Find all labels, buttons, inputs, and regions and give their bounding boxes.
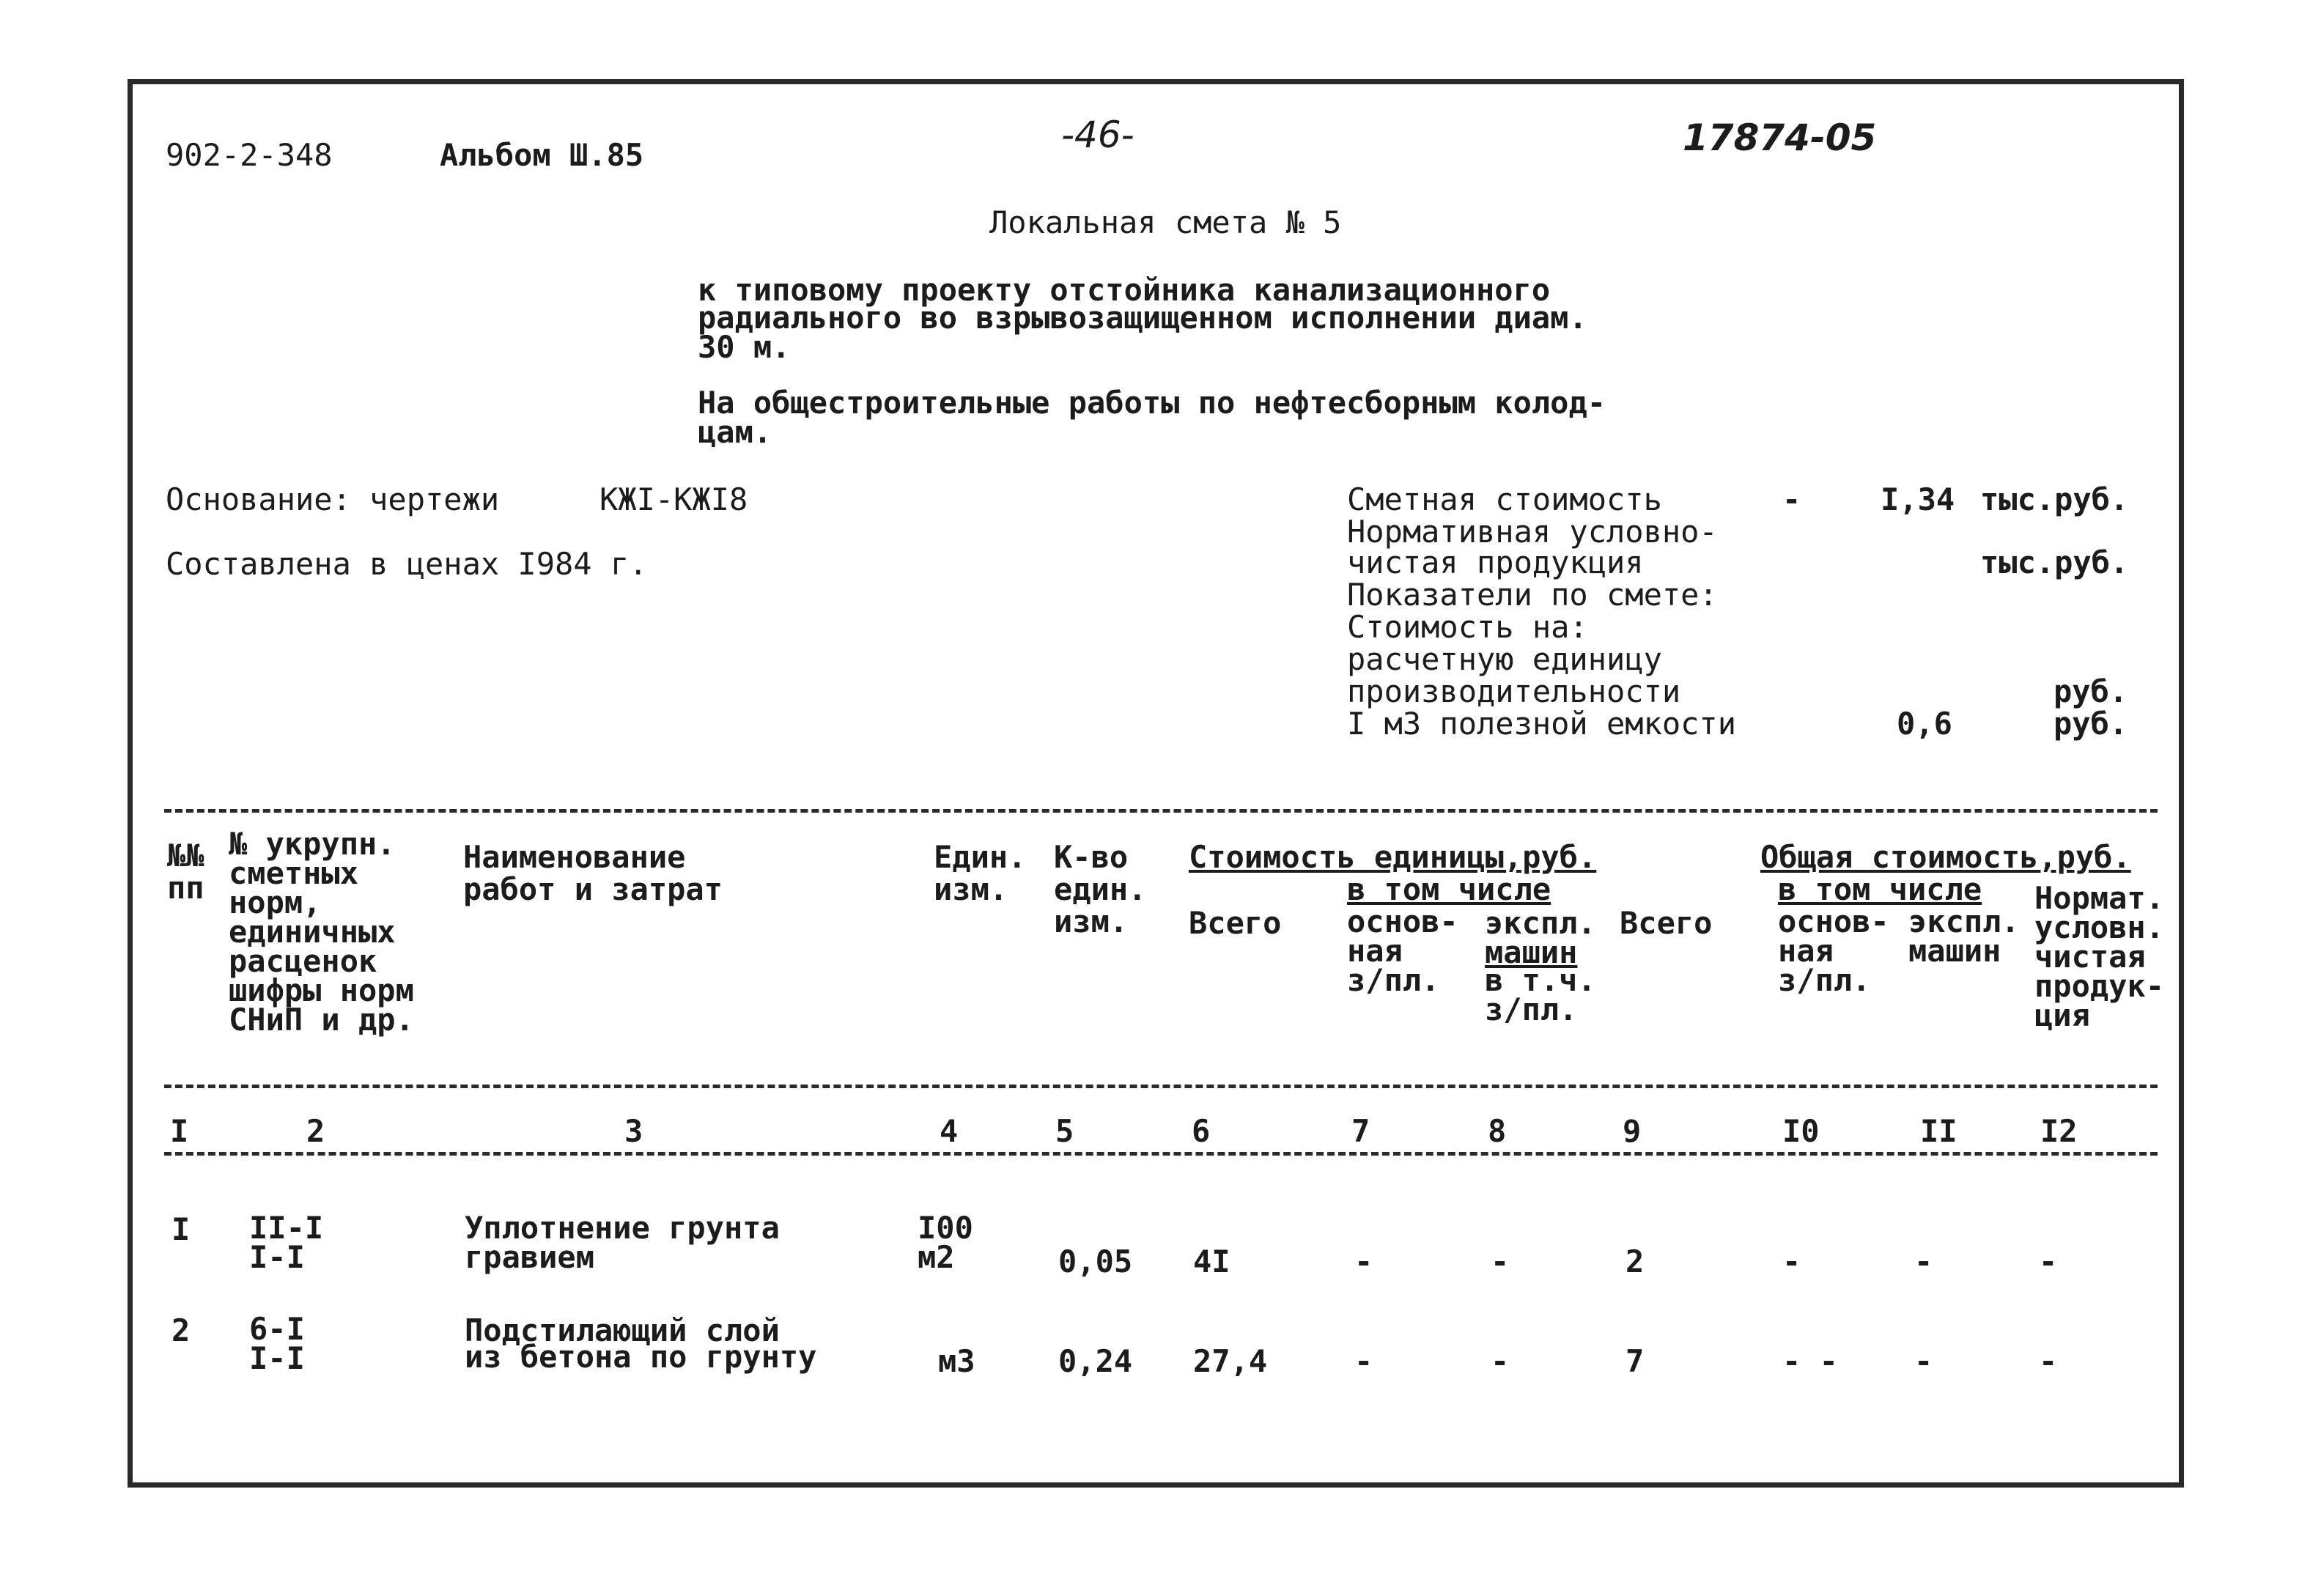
col-number: 3: [624, 1113, 643, 1149]
row-total: 4I: [1193, 1244, 1230, 1279]
col-number: 4: [940, 1113, 959, 1149]
row-number: I: [171, 1211, 191, 1247]
summary-norm-label: чистая продукция: [1347, 544, 1644, 580]
summary-calc-unit: производительности: [1347, 673, 1681, 709]
basis-drawings: КЖI-КЖI8: [599, 481, 748, 517]
col-number: II: [1920, 1113, 1957, 1149]
col-number: 5: [1055, 1113, 1074, 1149]
summary-cost-dash: -: [1782, 481, 1801, 517]
col-header-machines: экспл.: [1485, 905, 1596, 941]
page-number: -46-: [1061, 114, 1134, 156]
row-unit: м3: [938, 1343, 975, 1379]
row-machines: -: [1491, 1244, 1510, 1279]
summary-per-m3-label: I м3 полезной емкости: [1347, 706, 1737, 742]
col-number: I0: [1782, 1113, 1820, 1149]
row-unit: I00 м2: [918, 1210, 973, 1275]
col-header-num: №№ пп: [167, 838, 204, 906]
row-quantity: 0,05: [1058, 1244, 1133, 1279]
summary-cost-label: Сметная стоимость: [1347, 481, 1662, 517]
col-number: 7: [1351, 1113, 1370, 1149]
subtitle-line: цам.: [698, 414, 772, 450]
price-basis: Составлена в ценах I984 г.: [166, 546, 648, 582]
col-number: 9: [1623, 1113, 1642, 1149]
col-header-total-cost: Общая стоимость,руб.: [1760, 839, 2131, 875]
basis-label: Основание: чертежи: [166, 481, 500, 517]
col-number: 8: [1488, 1113, 1507, 1149]
row-base-salary: -: [1354, 1244, 1373, 1279]
col-header-base-salary: основ- ная з/пл.: [1347, 904, 1458, 998]
summary-cost-value: I,34: [1881, 481, 1955, 517]
row-quantity: 0,24: [1058, 1343, 1133, 1379]
row-sum: 7: [1626, 1343, 1645, 1379]
row-name: Уплотнение грунта гравием: [465, 1210, 780, 1275]
col-header-code: № укрупн. сметных норм, единичных расценок шифры норм СНиП и др.: [229, 826, 414, 1038]
summary-calc-unit: расчетную единицу: [1347, 641, 1662, 677]
album-label: Альбом Ш.85: [440, 137, 644, 173]
col-header-sum: Всего: [1620, 905, 1713, 941]
col-number: I2: [2040, 1113, 2078, 1149]
col-header-machines-salary: в т.ч. з/пл.: [1485, 962, 1596, 1027]
document-number: 17874-05: [1683, 117, 1877, 159]
col-header-net-product: Нормат. условн. чистая продук- ция: [2034, 880, 2165, 1033]
table-rule-mid: [164, 1085, 2158, 1088]
row-net-product: -: [2039, 1244, 2058, 1279]
row-total: 27,4: [1193, 1343, 1268, 1379]
row-sum: 2: [1626, 1244, 1645, 1279]
summary-norm-unit: тыс.руб.: [1980, 544, 2129, 580]
summary-per-m3-unit: руб.: [2053, 706, 2128, 742]
row-total-machines: -: [1914, 1343, 1933, 1379]
summary-norm-label: Нормативная условно-: [1347, 514, 1718, 550]
subtitle-line: радиального во взрывозащищенном исполнении диам.: [698, 300, 1587, 336]
row-number: 2: [171, 1312, 191, 1348]
summary-indicators: Показатели по смете:: [1347, 577, 1718, 613]
row-total-salary: -: [1782, 1244, 1801, 1279]
col-header-total-machines: экспл. машин: [1908, 904, 2020, 969]
col-number: 2: [306, 1113, 325, 1149]
row-machines: -: [1491, 1343, 1510, 1379]
summary-calc-unit-rub: руб.: [2053, 673, 2128, 709]
row-base-salary: -: [1354, 1343, 1373, 1379]
col-header-unit: Един. изм.: [934, 839, 1027, 907]
summary-per-m3-value: 0,6: [1897, 706, 1952, 742]
col-header-machines: машин: [1485, 934, 1578, 970]
col-header-name: Наименование работ и затрат: [463, 839, 723, 907]
col-header-including: в том числе: [1778, 871, 1982, 907]
col-header-unit-cost: Стоимость единицы,руб.: [1189, 839, 1597, 875]
row-code: 6-I I-I: [249, 1311, 305, 1376]
col-header-including: в том числе: [1347, 871, 1551, 907]
subtitle-line: На общестроительные работы по нефтесборным колод-: [698, 385, 1606, 421]
col-header-total-salary: основ- ная з/пл.: [1778, 904, 1889, 998]
summary-cost-unit: тыс.руб.: [1980, 481, 2129, 517]
row-total-salary: - -: [1782, 1343, 1838, 1379]
subtitle-line: 30 м.: [698, 329, 791, 365]
row-total-machines: -: [1914, 1244, 1933, 1279]
row-code: II-I I-I: [249, 1210, 324, 1275]
col-number: 6: [1192, 1113, 1211, 1149]
summary-cost-per: Стоимость на:: [1347, 609, 1588, 645]
col-header-qty: К-во един. изм.: [1054, 839, 1147, 939]
table-rule-numbers: [164, 1152, 2158, 1156]
col-header-total: Всего: [1189, 905, 1282, 941]
col-number: I: [170, 1113, 189, 1149]
table-rule-top: [164, 809, 2158, 813]
row-name: Подстилающий слой из бетона по грунту: [465, 1312, 817, 1375]
document-title: Локальная смета № 5: [989, 204, 1342, 240]
subtitle-line: к типовому проекту отстойника канализационного: [698, 272, 1551, 308]
row-net-product: -: [2039, 1343, 2058, 1379]
project-code: 902-2-348: [166, 137, 333, 173]
